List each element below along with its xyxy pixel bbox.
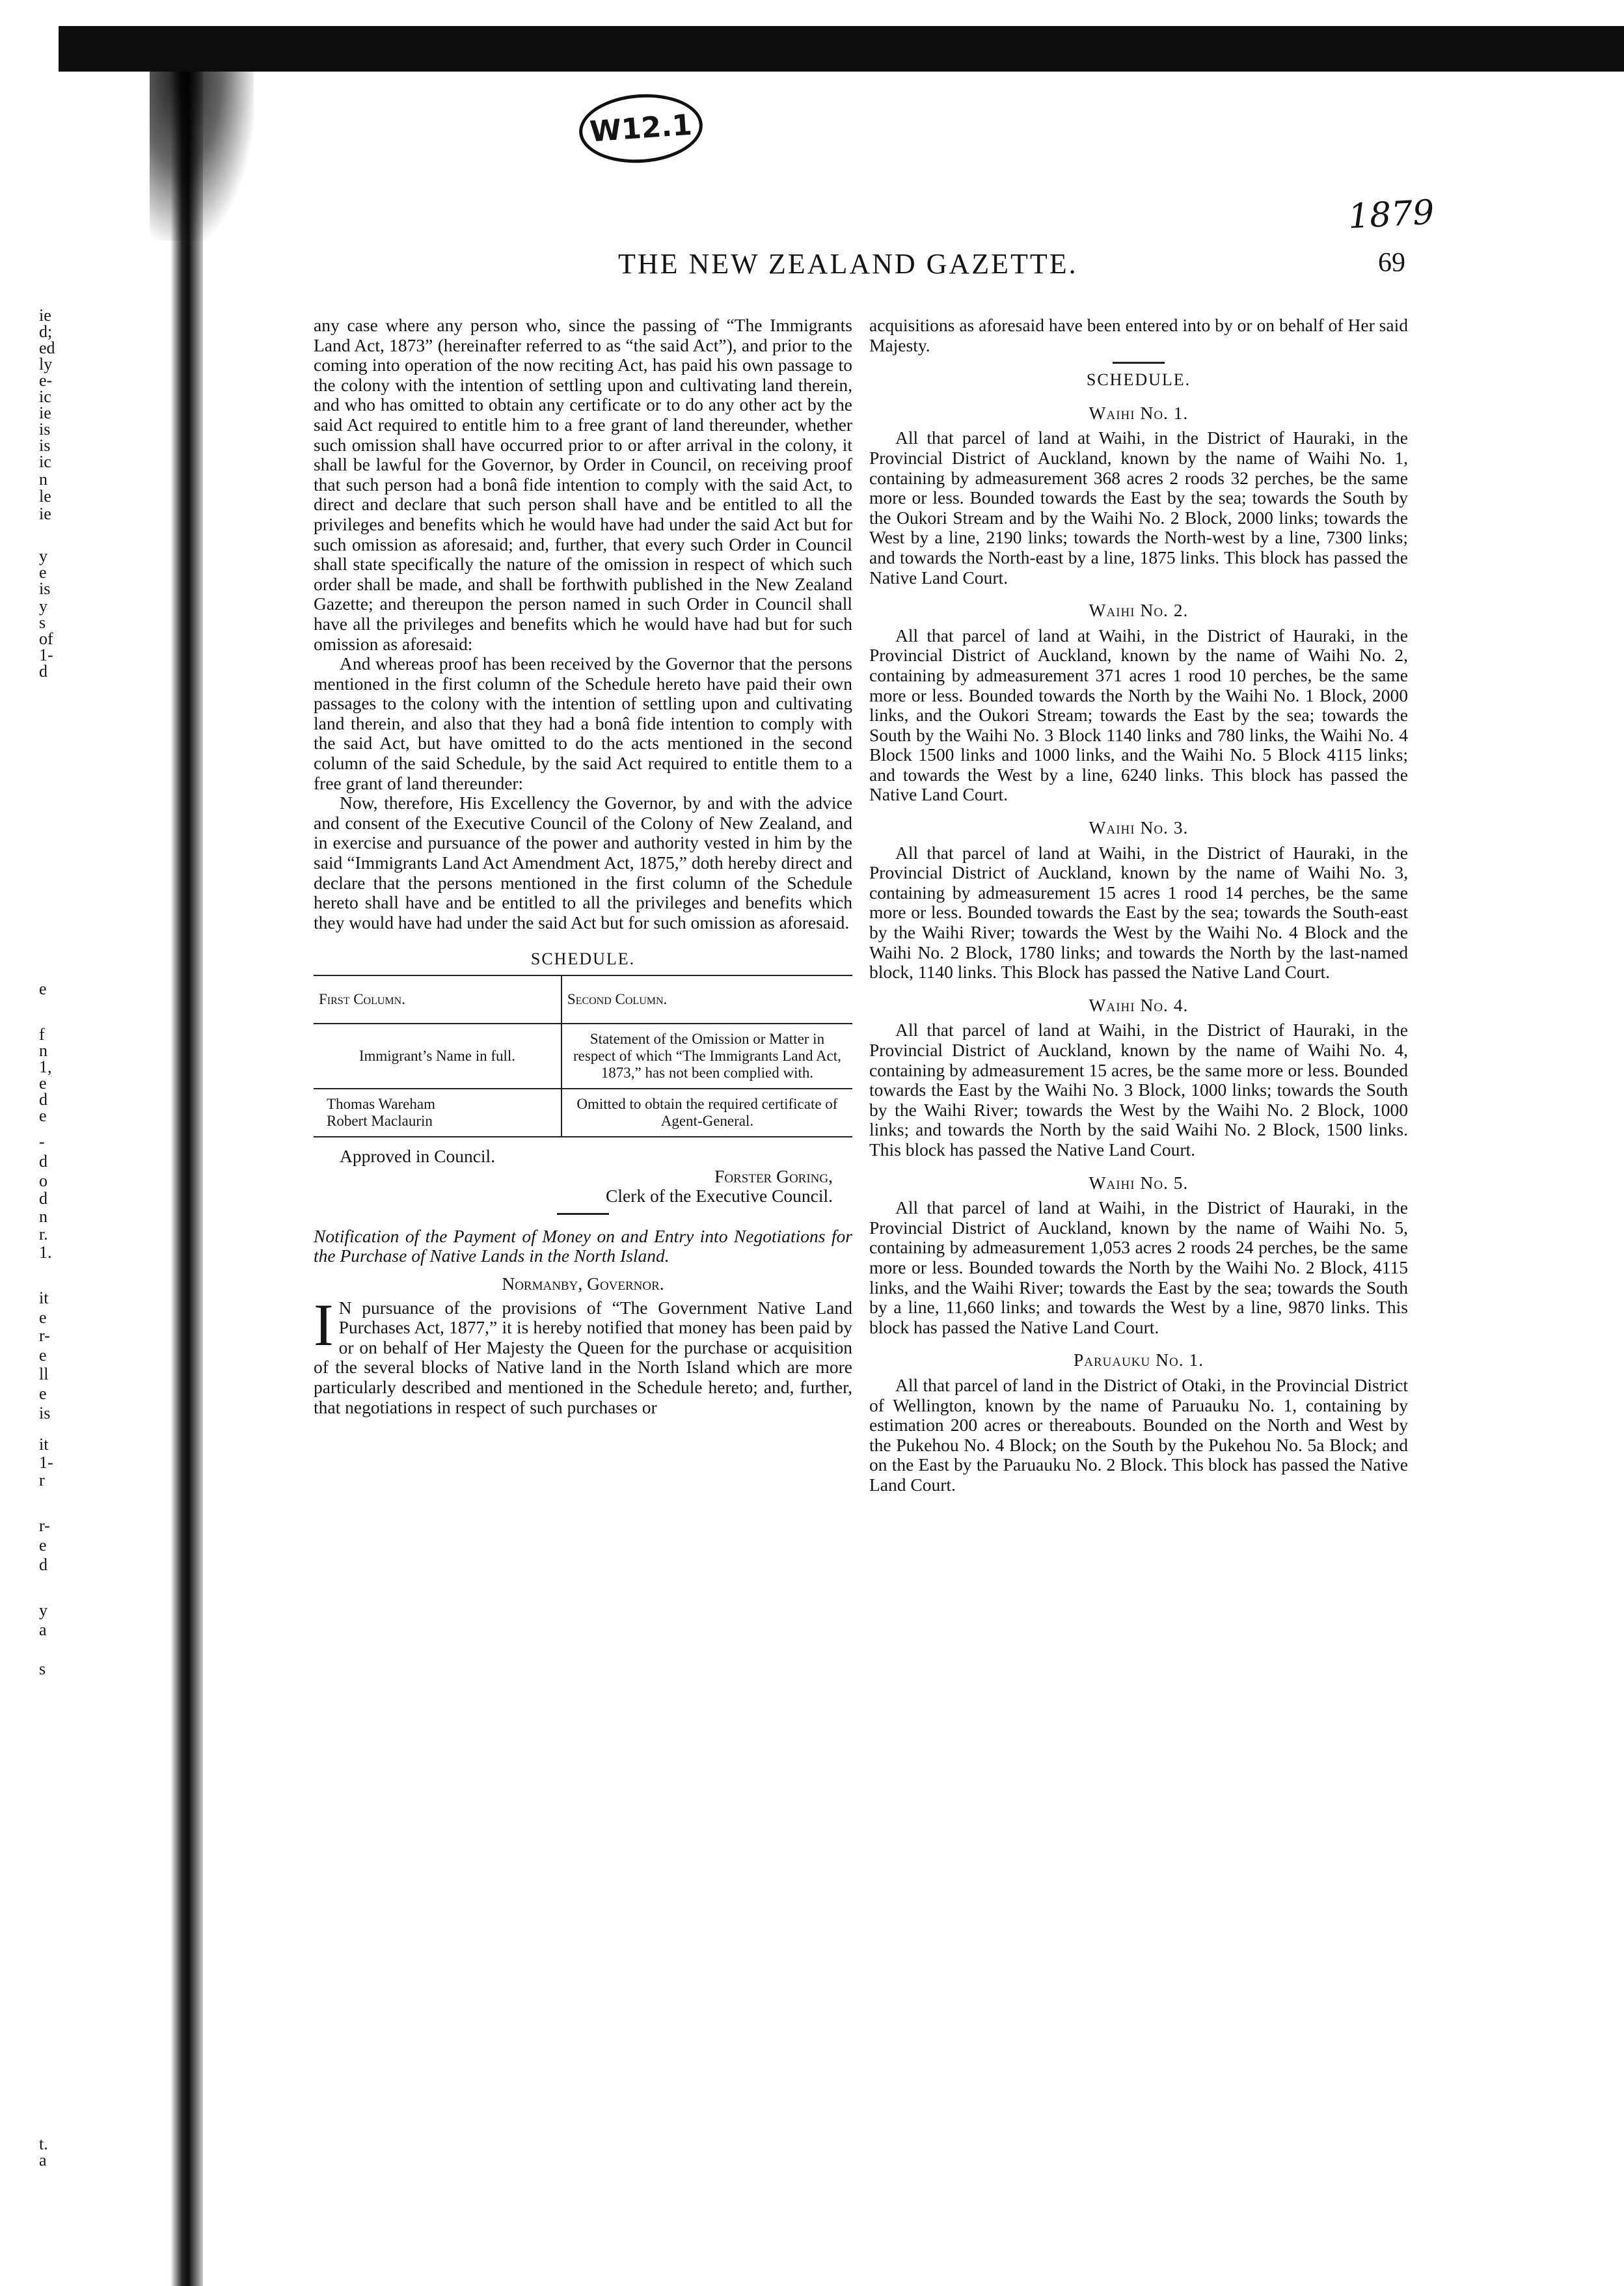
schedule-names: Thomas Wareham Robert Maclaurin (314, 1089, 562, 1137)
signatory-name: Forster Goring, (714, 1165, 833, 1186)
approved-in-council: Approved in Council. (340, 1146, 496, 1166)
block-description: All that parcel of land at Waihi, in the District of Hauraki, in the Provincial District of Auckland, known by the name of Waihi No. 5, containing by admeasurement 1,053 acres 2 roods 24 perches, be the same more or less. Bounded towards the North by the Waihi No. 2 Block, 4115 links, and the Waihi River; towards the East by the sea; towards the South by a line, 11,660 links; and towards the West by a line, 9870 links. This block has passed the Native Land Court. (869, 1197, 1408, 1337)
margin-fragment: d (39, 1152, 47, 1171)
margin-fragment: e (39, 1074, 47, 1093)
margin-fragment: d (39, 1189, 47, 1208)
dropcap-letter: I (314, 1291, 334, 1358)
margin-fragment: ic (39, 387, 51, 406)
margin-fragment: f (39, 1025, 45, 1044)
schedule-table (314, 975, 852, 1137)
left-paragraph-4-text: N pursuance of the provisions of “The Government Native Land Purchases Act, 1877,” it is hereby notified that money has been paid by or on behalf of Her Majesty the Queen for the purchase or acquisition of the several blocks of Native land in the North Island which are more particularly described and mentioned in the Schedule hereto; and, further, that negotiations in respect of such purchases or (314, 1297, 852, 1417)
right-column (869, 316, 1408, 1495)
margin-fragment: a (39, 1620, 47, 1639)
margin-fragment: e (39, 1106, 47, 1125)
margin-fragment: 1. (39, 1243, 52, 1262)
margin-fragment: 1- (39, 646, 53, 664)
margin-fragment: d (39, 662, 47, 681)
schedule-title: SCHEDULE. (530, 949, 636, 969)
margin-fragment: 1- (39, 1453, 53, 1472)
right-schedule-title: SCHEDULE. (1086, 370, 1191, 390)
left-paragraph-3: Now, therefore, His Excellency the Governor, by and with the advice and consent of the Executive Council of the Colony of New Zealand, and in exercise and pursuance of the power and authority vested in him by the said “Immigrants Land Act Amendment Act, 1875,” doth hereby direct and declare that the persons mentioned in the first column of the Schedule hereto shall have and be entitled to all the privileges and benefits which they would have had under the said Act but for such omission as aforesaid. (314, 793, 852, 932)
binding-shadow-top (150, 72, 254, 241)
scan-top-border (59, 26, 1624, 72)
schedule-col2-sub: Statement of the Omission or Matter in respect of which “The Immigrants Land Act, 1873,” has not been complied with. (562, 1024, 852, 1089)
block-description: All that parcel of land at Waihi, in the District of Hauraki, in the Provincial District of Auckland, known by the name of Waihi No. 3, containing by admeasurement 15 acres 1 rood 14 perches, be the same more or less. Bounded towards the East by the sea; towards the South-east by the Waihi River; towards the West by the Waihi No. 4 Block and the Waihi No. 2 Block, 1780 links; and towards the North by the last-named block, 1140 links. This Block has passed the Native Land Court. (869, 842, 1408, 983)
margin-fragment: s (39, 613, 46, 632)
margin-fragment: ie (39, 504, 51, 523)
margin-fragment: ie (39, 403, 51, 422)
governor-line: Normanby, Governor. (502, 1273, 664, 1294)
margin-fragment: ll (39, 1365, 49, 1383)
margin-fragment: o (39, 1171, 47, 1190)
block-heading: Paruauku No. 1. (1073, 1350, 1204, 1370)
block-heading: Waihi No. 4. (1089, 994, 1189, 1015)
gazette-title: THE NEW ZEALAND GAZETTE. (618, 248, 1078, 280)
margin-fragment: e (39, 1384, 47, 1403)
left-paragraph-2: And whereas proof has been received by the Governor that the persons mentioned in the first column of the Schedule hereto have paid their own passages to the colony with the intention of settling upon and cultivating land therein, and also that they had a bonâ fide intention to comply with the said Act, but have omitted to do the acts mentioned in the second column of the said Schedule, by the said Act required to entitle them to a free grant of land thereunder: (314, 653, 852, 793)
margin-fragment: e (39, 1536, 47, 1555)
binding-shadow (170, 72, 203, 2286)
margin-fragment: e- (39, 371, 53, 390)
margin-fragment: e (39, 979, 47, 998)
block-heading: Waihi No. 3. (1089, 817, 1189, 838)
margin-fragment: y (39, 1601, 47, 1620)
margin-fragment: n (39, 1207, 47, 1226)
margin-fragment: ic (39, 452, 51, 471)
margin-fragment: ly (39, 355, 53, 374)
margin-fragment: r (39, 1471, 45, 1490)
notification-title: Notification of the Payment of Money on and Entry into Negotiations for the Purchase of Native Lands in the North Island. (314, 1225, 852, 1266)
land-blocks (869, 403, 1408, 1495)
margin-fragment: e (39, 563, 47, 582)
margin-fragment: a (39, 2151, 47, 2170)
margin-fragment: y (39, 597, 47, 616)
page-number: 69 (1378, 248, 1405, 278)
schedule-col2-header: Second Column. (562, 975, 852, 1024)
margin-fragment: 1, (39, 1057, 52, 1076)
left-paragraph-1: any case where any person who, since the passing of “The Immigrants Land Act, 1873” (hereinafter referred to as “the said Act”), and prior to the coming into operation of the now reciting Act, has paid his own passage to the colony with the intention of settling upon and cultivating land therein, and who has omitted to obtain any certificate or to do any other act by the said Act required to entitle him to a free grant of land thereunder, whether such omission shall have occurred prior to or after arrival in the colony, it shall be lawful for the Governor, by Order in Council, on receiving proof that such person had a bonâ fide intention to comply with the said Act, to direct and declare that such person shall have and be entitled to all the privileges and benefits which he would have had under the said Act but for such omission as aforesaid; and, further, that every such Order in Council shall state specifically the nature of the omission in respect of which such order shall be made, and shall be forthwith published in the New Zealand Gazette; and thereupon the person named in such Order in Council shall have all the privileges and benefits which he would have had but for such omission as aforesaid: (314, 315, 852, 654)
margin-fragment: s (39, 1659, 46, 1678)
right-paragraph-1: acquisitions as aforesaid have been entered into by or on behalf of Her said Majesty. (869, 315, 1408, 355)
margin-fragment: d; (39, 322, 53, 341)
left-column (314, 316, 852, 1417)
margin-fragment: it (39, 1288, 49, 1307)
margin-fragment: is (39, 1404, 51, 1422)
margin-fragment: d (39, 1090, 47, 1109)
block-heading: Waihi No. 1. (1089, 402, 1189, 423)
block-heading: Waihi No. 5. (1089, 1172, 1189, 1193)
block-description: All that parcel of land at Waihi, in the District of Hauraki, in the Provincial District of Auckland, known by the name of Waihi No. 1, containing by admeasurement 368 acres 2 roods 32 perches, be the same more or less. Bounded towards the East by the sea; towards the South by the Oukori Stream and by the Waihi No. 2 Block, 2000 links; towards the West by a line, 2190 links; towards the North-west by a line, 7300 links; and towards the North-east by a line, 1875 links. This block has passed the Native Land Court. (869, 428, 1408, 588)
left-paragraph-4 (314, 1291, 852, 1418)
schedule-col1-sub: Immigrant’s Name in full. (314, 1024, 562, 1089)
margin-fragment: t. (39, 2134, 48, 2153)
margin-fragment: n (39, 470, 47, 489)
block-description: All that parcel of land at Waihi, in the District of Hauraki, in the Provincial District of Auckland, known by the name of Waihi No. 4, containing by admeasurement 15 acres, be the same more or less. Bounded towards the East by the Waihi No. 3 Block, 1000 links; towards the South by the Waihi River; towards the West by the Waihi No. 2 Block, 1000 links; and towards the North by the said Waihi No. 2 Block, 1500 links. This block has passed the Native Land Court. (869, 1020, 1408, 1160)
margin-fragment: is (39, 436, 51, 455)
page-header (312, 247, 1412, 286)
margin-fragment: le (39, 487, 51, 506)
margin-fragment: is (39, 579, 51, 598)
margin-fragment: r- (39, 1516, 50, 1535)
margin-fragment: of (39, 629, 53, 648)
schedule-omission: Omitted to obtain the required certificate of Agent-General. (562, 1089, 852, 1137)
schedule-col1-header: First Column. (314, 975, 562, 1024)
margin-fragment: - (39, 1132, 45, 1151)
archive-stamp: W12.1 (577, 90, 705, 167)
margin-fragment: e (39, 1346, 47, 1365)
divider (557, 1213, 609, 1215)
margin-fragment: d (39, 1555, 47, 1574)
handwritten-year: 1879 (1347, 193, 1435, 237)
block-description: All that parcel of land in the District of Otaki, in the Provincial District of Wellington, known by the name of Paruauku No. 1, containing by estimation 200 acres or thereabouts. Bounded on the North and West by the Pukehou No. 4 Block; on the South by the Pukehou No. 5a Block; and on the East by the Paruauku No. 2 Block. This block has passed the Native Land Court. (869, 1374, 1408, 1495)
margin-fragment: e (39, 1308, 47, 1327)
divider (1113, 362, 1165, 364)
block-heading: Waihi No. 2. (1089, 600, 1189, 621)
margin-fragment: y (39, 547, 47, 565)
block-description: All that parcel of land at Waihi, in the District of Hauraki, in the Provincial District of Auckland, known by the name of Waihi No. 2, containing by admeasurement 371 acres 1 rood 10 perches, be the same more or less. Bounded towards the North by the Waihi No. 1 Block, 2000 links, and the Oukori Stream; towards the East by the sea; towards the South by the Waihi No. 3 Block 1140 links and 780 links, the Waihi No. 4 Block 1500 links and 1000 links, and the Waihi No. 5 Block 4115 links; and towards the West by a line, 6240 links. This block has passed the Native Land Court. (869, 625, 1408, 805)
margin-fragment: ed (39, 338, 55, 357)
margin-fragment: r- (39, 1326, 50, 1345)
margin-fragment: n (39, 1041, 47, 1060)
margin-fragment: is (39, 420, 51, 439)
margin-fragment: it (39, 1435, 49, 1454)
signatory-title: Clerk of the Executive Council. (605, 1186, 833, 1206)
margin-fragment: ie (39, 306, 51, 325)
margin-fragment: r. (39, 1225, 48, 1244)
